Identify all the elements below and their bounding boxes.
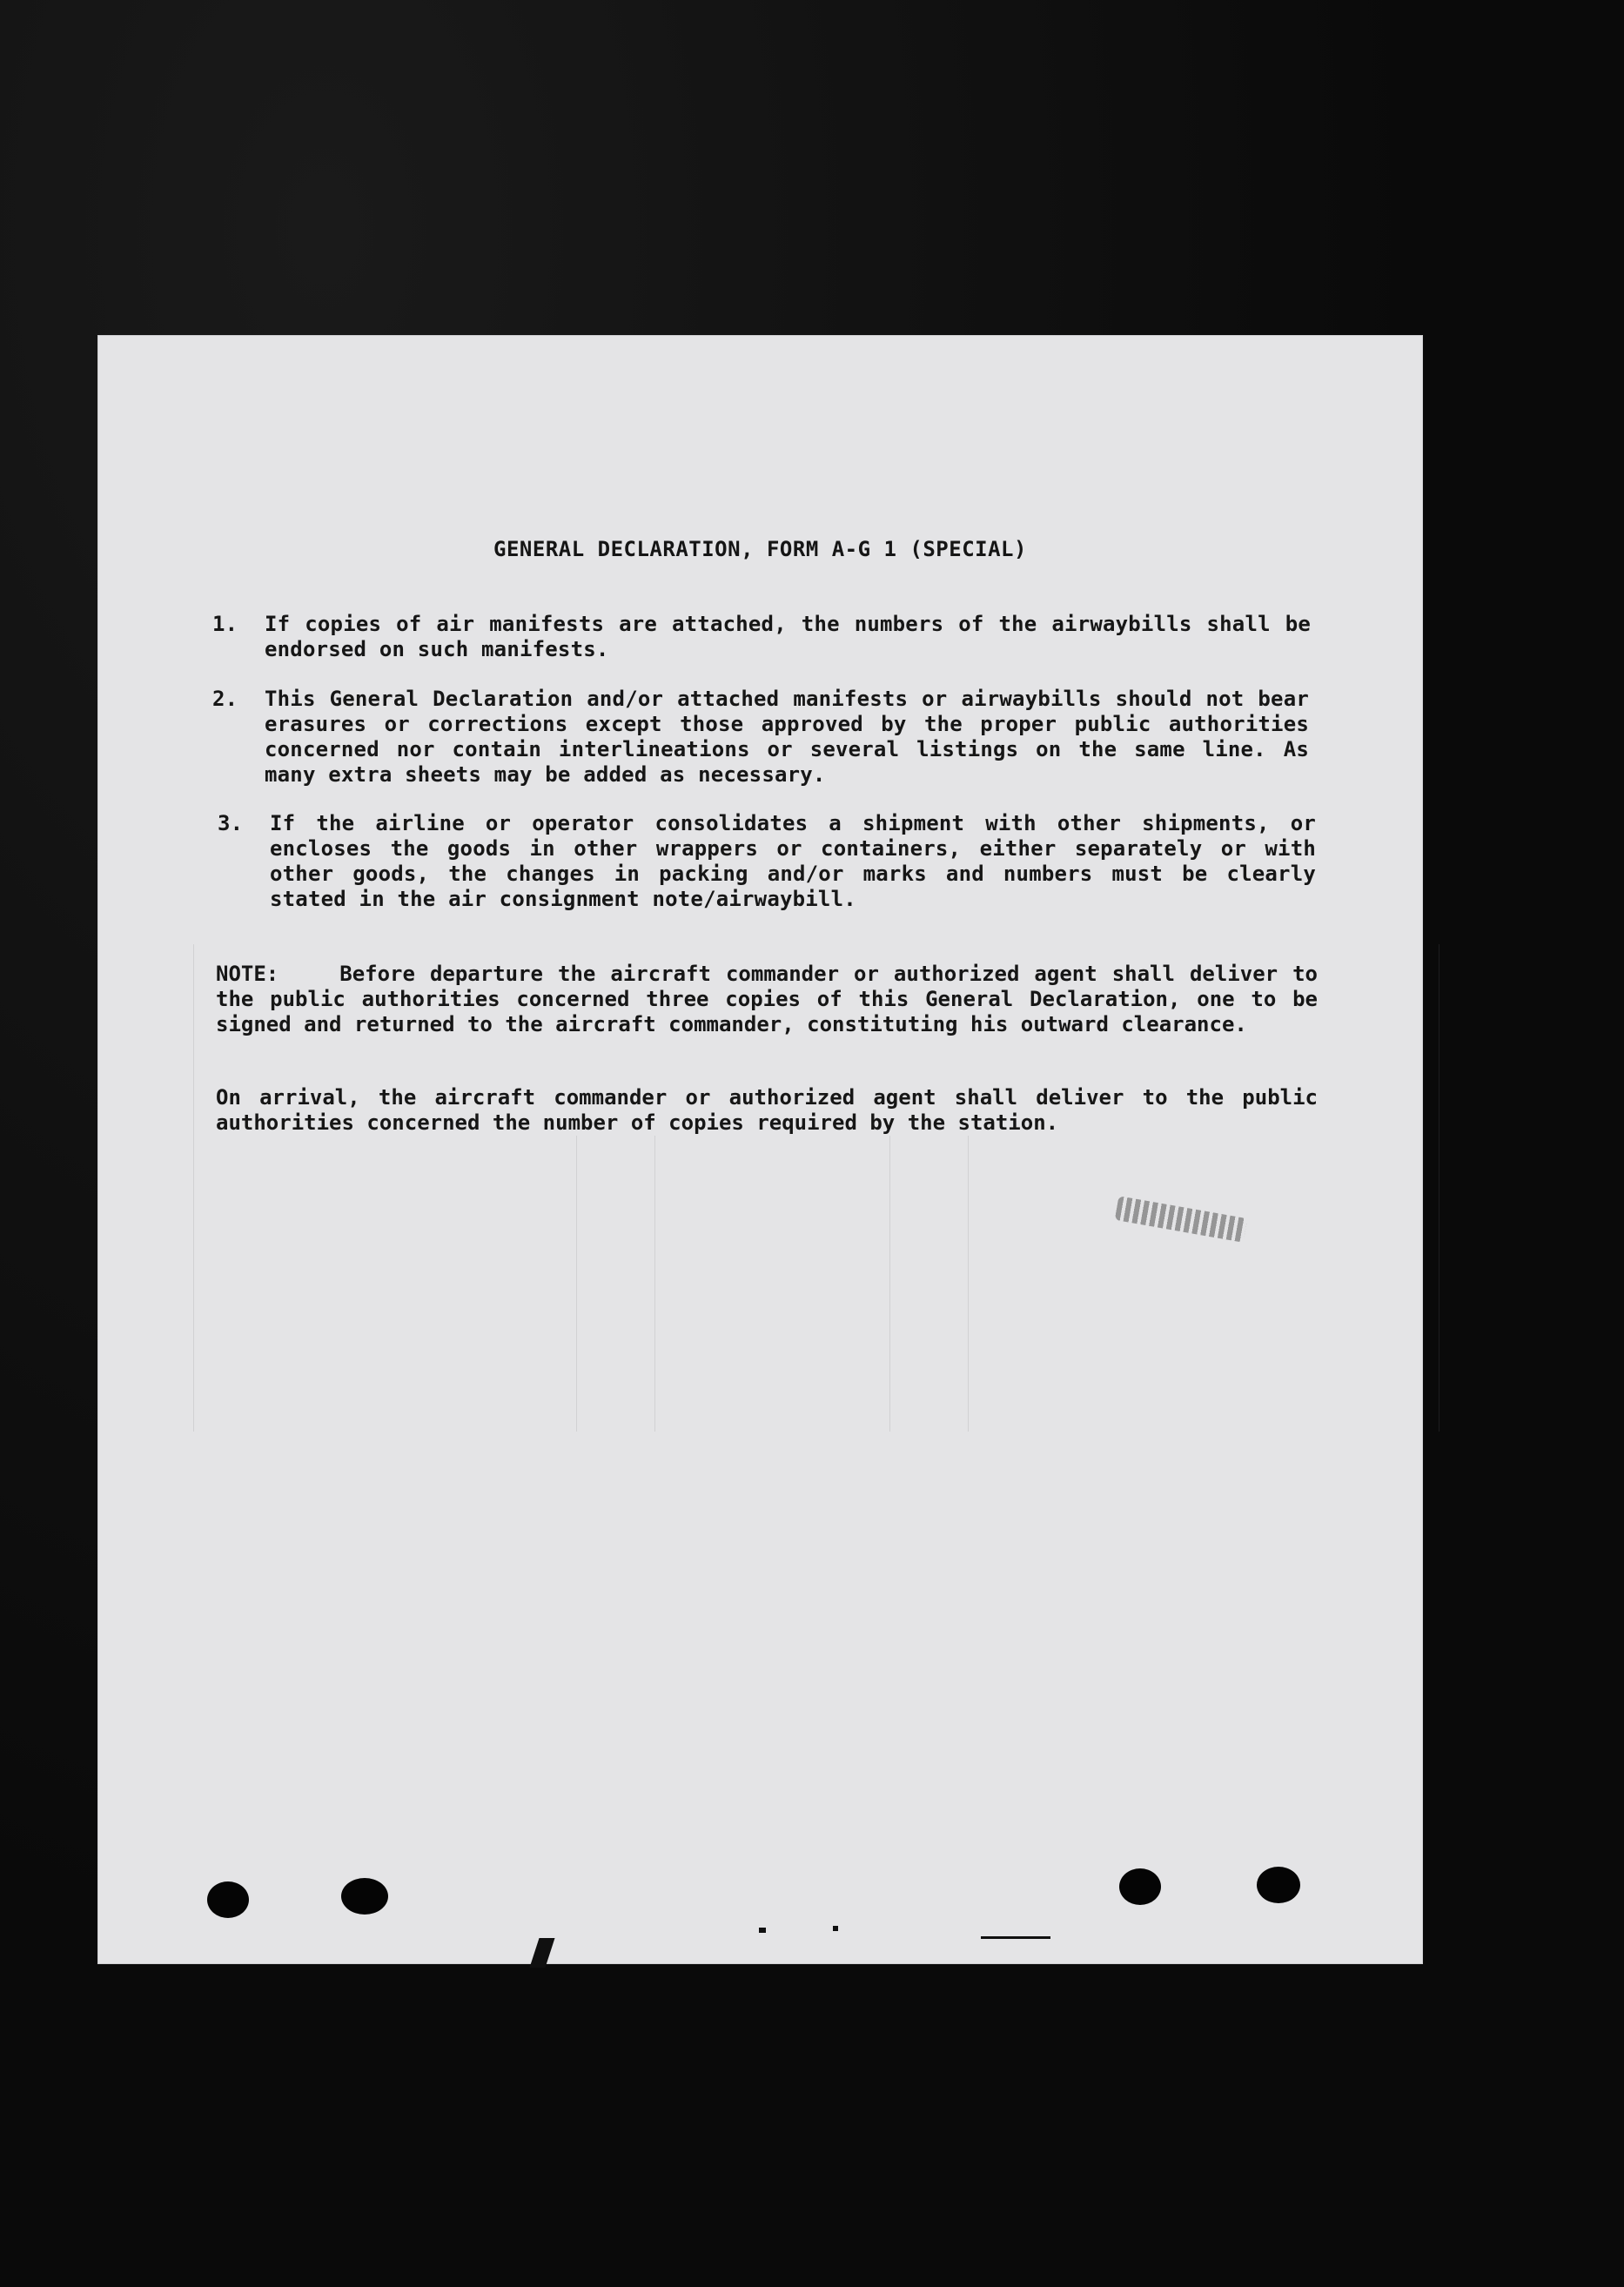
edge-mark [981, 1936, 1050, 1939]
punch-hole [207, 1881, 249, 1918]
item-text: This General Declaration and/or attached manifests or airwaybills should not bear erasures or corrections except those approved by the proper public authorities concerned nor contain interlineations or several listings on the same line. As many extra sheets may be added as necessary. [265, 687, 1309, 787]
instruction-item-2 [212, 687, 1413, 791]
edge-mark [759, 1928, 766, 1933]
document-page [97, 335, 1423, 1964]
bleed-through-line [576, 1136, 577, 1432]
item-number: 1. [212, 612, 238, 636]
instruction-item-3 [218, 811, 1419, 915]
punch-hole [1119, 1868, 1161, 1905]
bleed-through-line [654, 1136, 655, 1432]
edge-mark [529, 1938, 554, 1968]
arrival-paragraph: On arrival, the aircraft commander or authorized agent shall deliver to the public authorities concerned the number of copies required by the station. [216, 1085, 1318, 1135]
bleed-through-line [968, 1136, 969, 1432]
bleed-through-line [889, 1136, 890, 1432]
document-title: GENERAL DECLARATION, FORM A-G 1 (SPECIAL) [493, 537, 1027, 561]
note-paragraph [216, 962, 1318, 1037]
instruction-item-1 [212, 612, 1413, 664]
edge-mark [833, 1926, 838, 1931]
item-text: If the airline or operator consolidates a shipment with other shipments, or encloses the goods in other wrappers or containers, either separately or with other goods, the changes in packing and/or marks and numbers must be clearly stated in the air consignment note/airwaybill. [270, 811, 1316, 911]
item-number: 3. [218, 811, 244, 835]
note-text: Before departure the aircraft commander or authorized agent shall deliver to the public authorities concerned three copies of this General Declaration, one to be signed and returned to the aircraft commander, constituting his outward clearance. [216, 962, 1318, 1036]
item-text: If copies of air manifests are attached, the numbers of the airwaybills shall be endorsed on such manifests. [265, 612, 1311, 661]
note-label: NOTE: [216, 962, 279, 986]
item-number: 2. [212, 687, 238, 711]
punch-hole [341, 1878, 388, 1915]
punch-hole [1257, 1867, 1300, 1903]
